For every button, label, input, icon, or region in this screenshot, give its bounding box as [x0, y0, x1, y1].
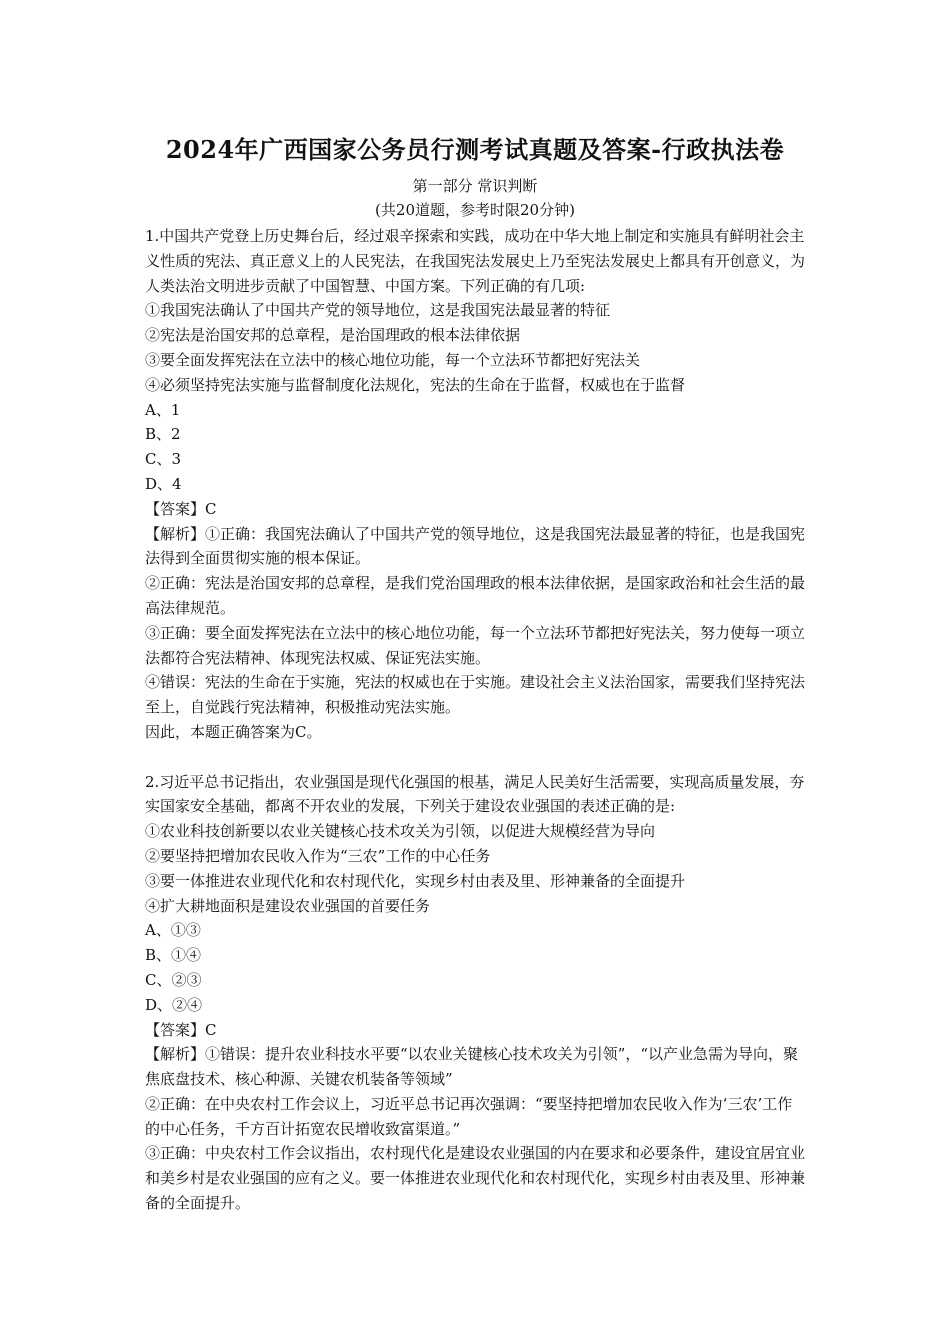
question-1-option: B、2 — [145, 425, 181, 444]
question-1-stem: 1.中国共产党登上历史舞台后，经过艰辛探索和实践，成功在中华大地上制定和实施具有鲜明社会主义性质的宪法、真正意义上的人民宪法，在我国宪法发展史上乃至宪法发展史上都具有开创意义，为人类法治文明进步贡献了中国智慧、中国方案。下列正确的有几项: — [145, 227, 806, 295]
question-2-answer: 【答案】C — [145, 1020, 217, 1039]
question-2-option: A、①③ — [145, 921, 201, 940]
section-heading: 第一部分 常识判断 — [412, 177, 538, 195]
document-title: 2024年广西国家公务员行测考试真题及答案-行政执法卷 — [165, 135, 785, 164]
question-2-item: ①农业科技创新要以农业关键核心技术攻关为引领，以促进大规模经营为导向 — [145, 822, 656, 841]
question-2-item: ③要一体推进农业现代化和农村现代化，实现乡村由表及里、形神兼备的全面提升 — [145, 871, 686, 890]
question-2-analysis: ②正确：在中央农村工作会议上，习近平总书记再次强调：“要坚持把增加农民收入作为‘三农’工作的中心任务，千方百计拓宽农民增收致富渠道。” — [145, 1094, 793, 1138]
question-2-item: ④扩大耕地面积是建设农业强国的首要任务 — [145, 896, 431, 915]
question-2-option: C、②③ — [145, 970, 202, 989]
document-body — [145, 224, 807, 1216]
question-1-conclusion: 因此，本题正确答案为C。 — [145, 722, 322, 741]
question-2-analysis: ③正确：中央农村工作会议指出，农村现代化是建设农业强国的内在要求和必要条件，建设宜居宜业和美乡村是农业强国的应有之义。要一体推进农业现代化和农村现代化，实现乡村由表及里、形神兼备的全面提升。 — [145, 1144, 806, 1213]
question-1-analysis: ③正确：要全面发挥宪法在立法中的核心地位功能，每一个立法环节都把好宪法关，努力使每一项立法都符合宪法精神、体现宪法权威、保证宪法实施。 — [145, 623, 806, 667]
question-2-analysis: 【解析】①错误：提升农业科技水平要“以农业关键核心技术攻关为引领”，“以产业急需为导向，聚焦底盘技术、核心种源、关键农机装备等领域” — [145, 1045, 799, 1089]
question-1-item: ③要全面发挥宪法在立法中的核心地位功能，每一个立法环节都把好宪法关 — [145, 350, 641, 369]
question-1-item: ②宪法是治国安邦的总章程，是治国理政的根本法律依据 — [145, 326, 521, 345]
section-note: (共20道题，参考时限20分钟) — [375, 201, 575, 219]
question-2-stem: 2.习近平总书记指出，农业强国是现代化强国的根基，满足人民美好生活需要，实现高质量发展，夯实国家安全基础，都离不开农业的发展，下列关于建设农业强国的表述正确的是: — [145, 772, 805, 816]
question-2-option: B、①④ — [145, 946, 202, 965]
question-1-option: C、3 — [145, 450, 182, 469]
question-2-item: ②要坚持把增加农民收入作为“三农”工作的中心任务 — [145, 846, 491, 865]
question-1-item: ①我国宪法确认了中国共产党的领导地位，这是我国宪法最显著的特征 — [145, 301, 611, 320]
question-1-item: ④必须坚持宪法实施与监督制度化法规化，宪法的生命在于监督，权威也在于监督 — [145, 375, 686, 394]
question-2-option: D、②④ — [145, 995, 203, 1014]
question-1-option: A、1 — [145, 400, 181, 419]
question-1-answer: 【答案】C — [145, 499, 217, 518]
question-1-analysis: ②正确：宪法是治国安邦的总章程，是我们党治国理政的根本法律依据，是国家政治和社会生活的最高法律规范。 — [145, 574, 806, 617]
question-1-analysis: ④错误：宪法的生命在于实施，宪法的权威也在于实施。建设社会主义法治国家，需要我们坚持宪法至上，自觉践行宪法精神，积极推动宪法实施。 — [145, 673, 806, 717]
paragraph-gap — [145, 745, 807, 770]
question-1-option: D、4 — [145, 474, 182, 493]
question-1-analysis: 【解析】①正确：我国宪法确认了中国共产党的领导地位，这是我国宪法最显著的特征，也是我国宪法得到全面贯彻实施的根本保证。 — [145, 524, 806, 568]
